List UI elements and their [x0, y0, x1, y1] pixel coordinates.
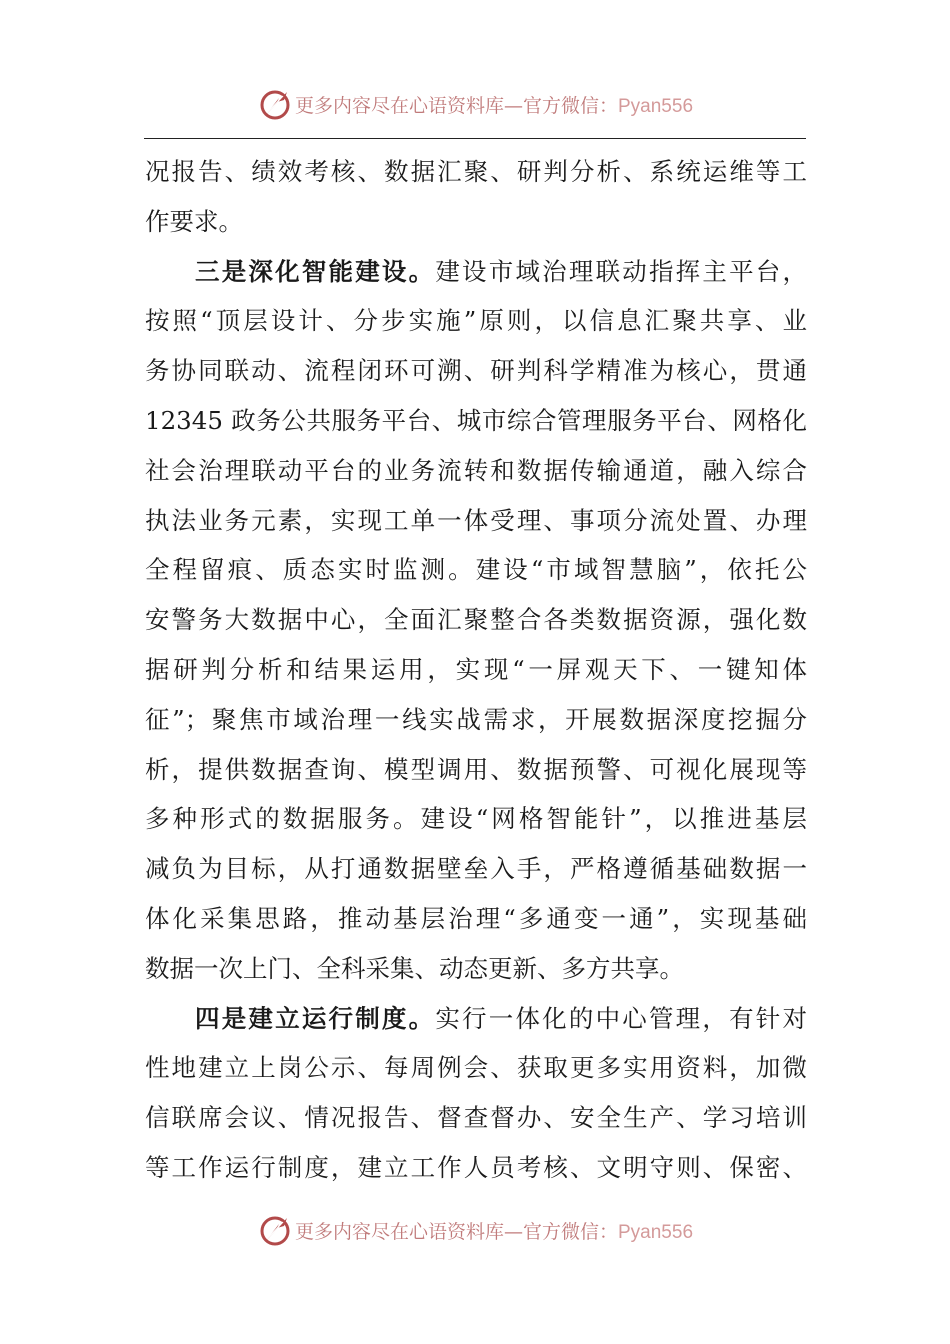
ad-inline-text: 获取更多实用资料，加微 [516, 1053, 807, 1083]
quill-circle-logo-icon [257, 1212, 293, 1248]
watermark-text: 更多内容尽在心语资料库—官方微信：Pyan556 [294, 1220, 694, 1243]
text-line: 执法业务元素，实现工单一体受理、事项分流处置、办理 [145, 505, 807, 535]
document-body [145, 150, 807, 1196]
text-line: 多种形式的数据服务。建设“网格智能针”，以推进基层 [145, 804, 807, 834]
text-line: 按照“顶层设计、分步实施”原则，以信息汇聚共享、业 [145, 306, 807, 336]
text-line: 数据一次上门、全科采集、动态更新、多方共享。 [145, 953, 684, 983]
text-line: 况报告、绩效考核、数据汇聚、研判分析、系统运维等工 [145, 157, 807, 186]
wechat-id: Pyan556 [618, 1221, 694, 1243]
text-line: 社会治理联动平台的业务流转和数据传输通道，融入综合 [145, 455, 807, 485]
text-line: 性地建立上岗公示、每周例会、获取更多实用资料，加微 [145, 1053, 807, 1083]
footer-watermark-banner [0, 1210, 950, 1250]
text-line: 征”；聚焦市域治理一线实战需求，开展数据深度挖掘分 [145, 704, 807, 734]
ad-inline-text: 信 [145, 1103, 172, 1133]
text-line: 信联席会议、情况报告、督查督办、安全生产、学习培训 [145, 1103, 807, 1133]
text-line: 务协同联动、流程闭环可溯、研判科学精准为核心，贯通 [145, 356, 807, 386]
text-line: 据研判分析和结果运用，实现“一屏观天下、一键知体 [145, 654, 807, 684]
paragraph-heading: 四是建立运行制度。 [195, 1003, 436, 1033]
text-line: 体化采集思路，推动基层治理“多通变一通”，实现基础 [145, 903, 807, 933]
header-watermark-banner [0, 84, 950, 124]
quill-circle-logo-icon [257, 86, 293, 122]
header-rule [144, 138, 806, 139]
text-line: 作要求。 [145, 206, 243, 236]
text-line: 12345 政务公共服务平台、城市综合管理服务平台、网格化 [145, 405, 807, 435]
text-line: 减负为目标，从打通数据壁垒入手，严格遵循基础数据一 [145, 854, 807, 884]
text-line: 全程留痕、质态实时监测。建设“市域智慧脑”，依托公 [145, 555, 807, 585]
watermark-text: 更多内容尽在心语资料库—官方微信：Pyan556 [294, 94, 694, 117]
text-line: 安警务大数据中心，全面汇聚整合各类数据资源，强化数 [145, 605, 807, 635]
paragraph-4-first-line: 四是建立运行制度。实行一体化的中心管理，有针对 [195, 1003, 808, 1033]
wechat-id: Pyan556 [618, 95, 694, 117]
text-line: 析，提供数据查询、模型调用、数据预警、可视化展现等 [145, 754, 807, 784]
text-line: 等工作运行制度，建立工作人员考核、文明守则、保密、 [145, 1152, 807, 1182]
paragraph-heading: 三是深化智能建设。 [195, 256, 436, 286]
paragraph-3-first-line: 三是深化智能建设。建设市域治理联动指挥主平台， [195, 256, 808, 286]
